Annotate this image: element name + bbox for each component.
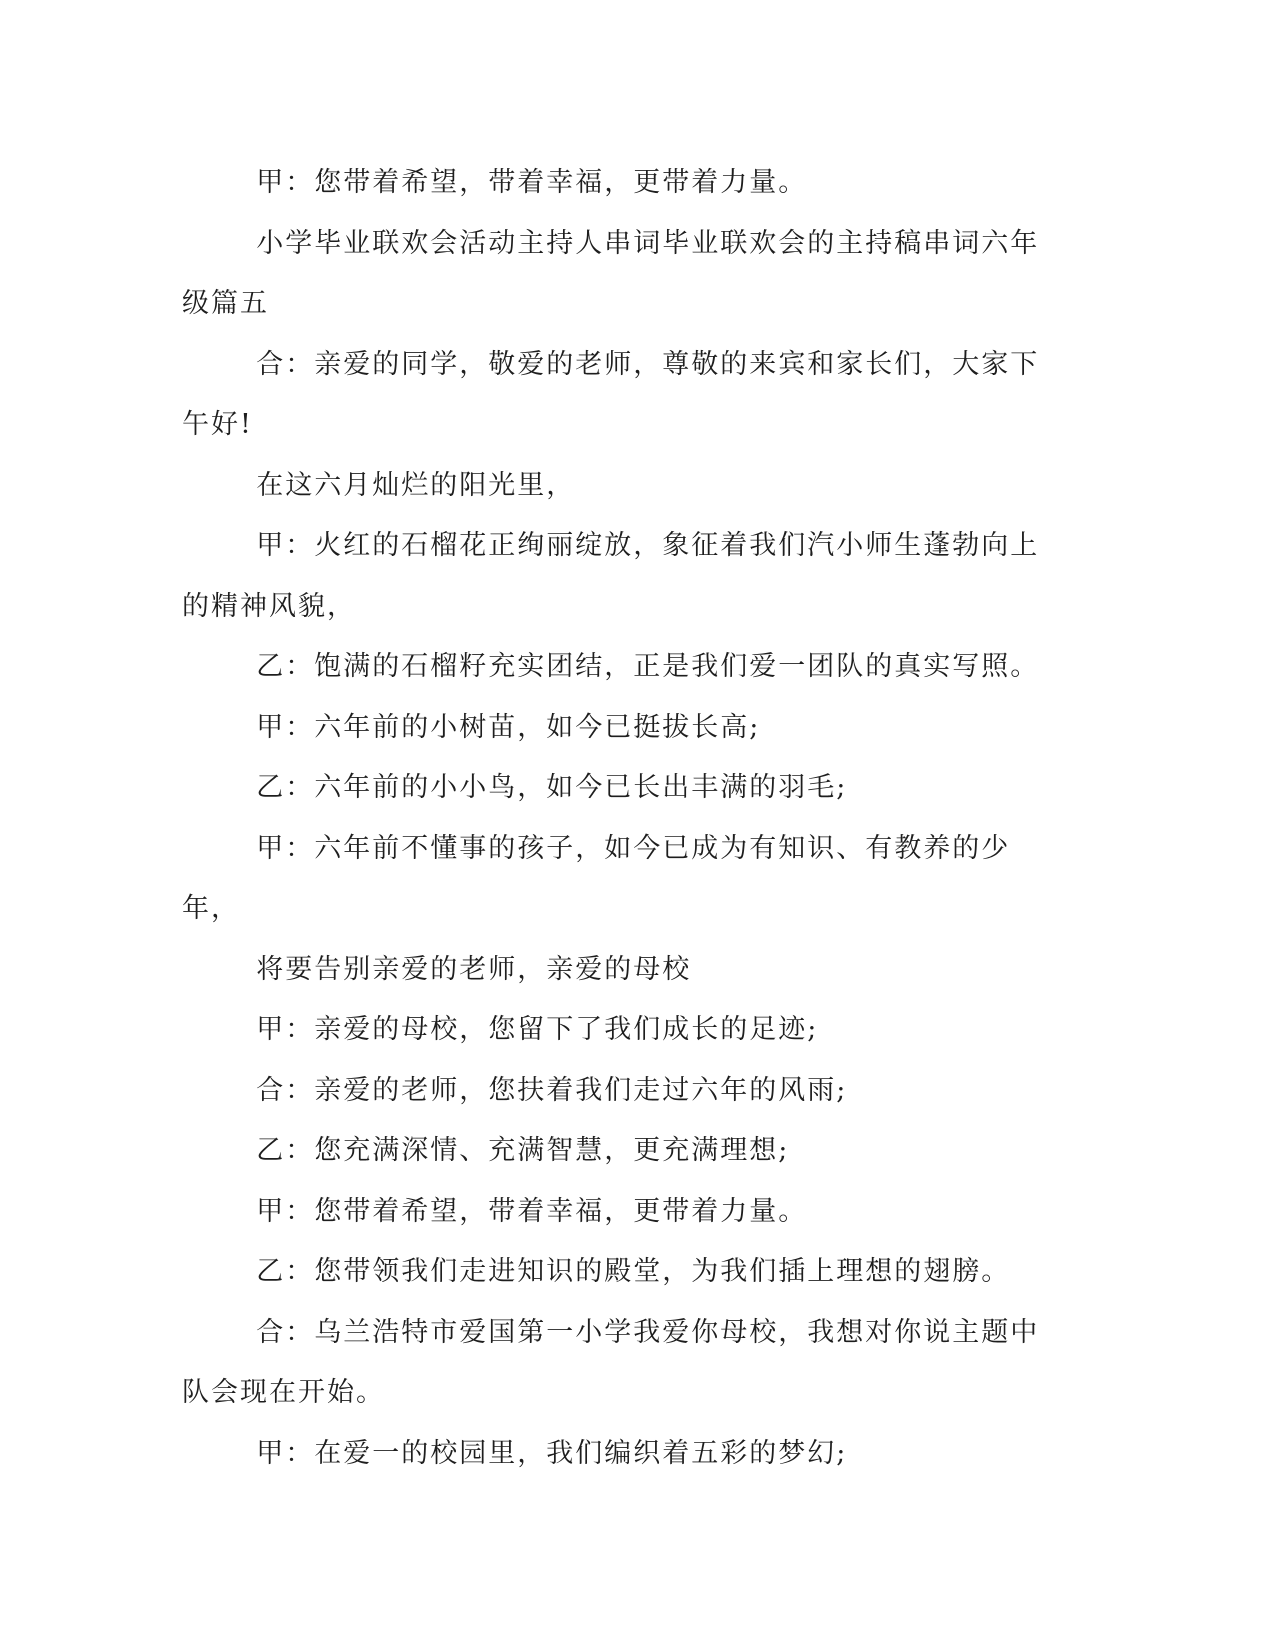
paragraph: 甲：六年前不懂事的孩子，如今已成为有知识、有教养的少年， (182, 832, 1011, 924)
paragraph: 合：乌兰浩特市爱国第一小学我爱你母校，我想对你说主题中队会现在开始。 (182, 1316, 1040, 1408)
paragraph: 甲：亲爱的母校，您留下了我们成长的足迹; (256, 1014, 819, 1045)
paragraph: 甲：在爱一的校园里，我们编织着五彩的梦幻; (256, 1437, 848, 1469)
paragraph: 在这六月灿烂的阳光里， (256, 469, 576, 501)
paragraph: 甲：六年前的小树苗，如今已挺拔长高; (256, 711, 761, 743)
paragraph: 乙：六年前的小小鸟，如今已长出丰满的羽毛; (256, 772, 848, 803)
paragraph: 乙：饱满的石榴籽充实团结，正是我们爱一团队的真实写照。 (256, 651, 1040, 682)
paragraph: 乙：您带领我们走进知识的殿堂，为我们插上理想的翅膀。 (256, 1256, 1011, 1287)
paragraph: 乙：您充满深情、充满智慧，更充满理想; (256, 1135, 790, 1166)
document-body (182, 153, 1062, 1484)
paragraph: 合：亲爱的同学，敬爱的老师，尊敬的来宾和家长们，大家下午好! (182, 348, 1040, 440)
paragraph: 甲：您带着希望，带着幸福，更带着力量。 (256, 167, 808, 198)
paragraph: 将要告别亲爱的老师，亲爱的母校 (256, 953, 692, 985)
paragraph: 甲：火红的石榴花正绚丽绽放，象征着我们汽小师生蓬勃向上的精神风貌， (182, 530, 1040, 622)
section-heading: 小学毕业联欢会活动主持人串词毕业联欢会的主持稿串词六年级篇五 (182, 227, 1040, 319)
paragraph: 合：亲爱的老师，您扶着我们走过六年的风雨; (256, 1074, 848, 1106)
paragraph: 甲：您带着希望，带着幸福，更带着力量。 (256, 1195, 808, 1227)
